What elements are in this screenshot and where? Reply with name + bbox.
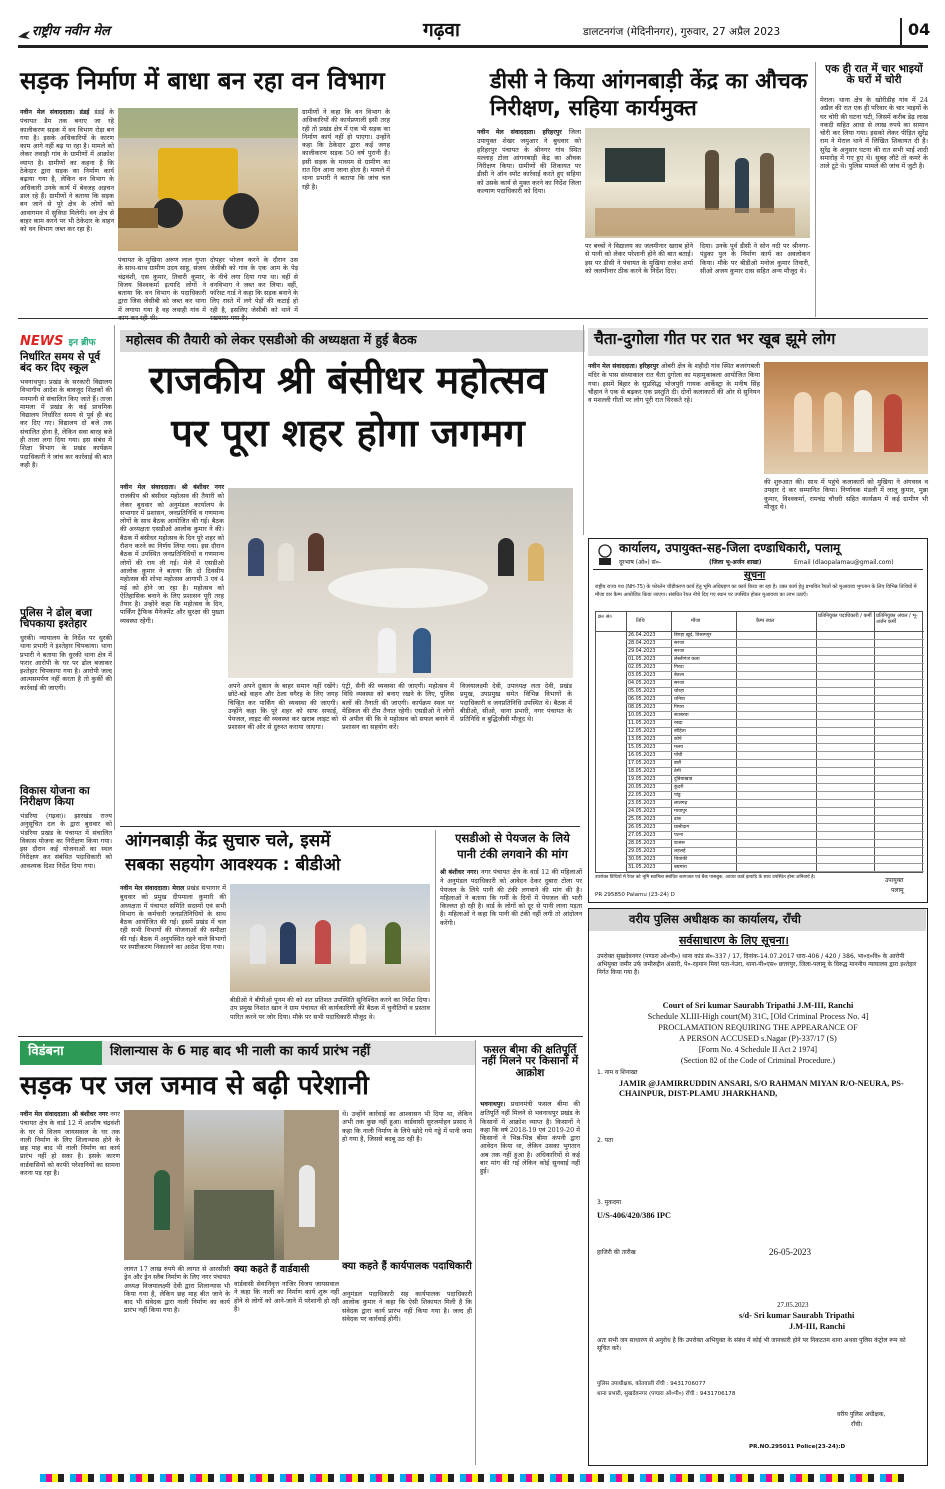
camp-mauja: घासीदाग xyxy=(674,825,690,830)
sdo-headline-1: राजकीय श्री बंसीधर महोत्सव xyxy=(149,358,547,402)
camp-date: 23.05.2023 xyxy=(628,801,656,806)
sdo-col2: अपने अपने दुकान के बाहर समान नहीं रखेंगे। छोटे-बड़े वाहन और ठेला वगैरह के लिए जगह चिन्हित कर पार्किंग की व्यवस्था की जाएगी। उन्होंने कहा कि पूरे शहर को साफ सफाई, पेयजल, लाइट की व्यवस्था कर खराब लाइट को प्रशासन की ओर से दुरुस्त कराया जाएगा। xyxy=(228,682,338,732)
vidambana-bar: विडंबना शिलान्यास के 6 माह बाद भी नाली का कार्य प्रारंभ नहीं xyxy=(20,1041,475,1065)
chaita-body-2: की शुरुआत की। साथ में पहुंचे कलाकारों को मुखिया ने अंगवस्त्र व उपहार दे कर सम्मानित किया। निर्णायक मंडली में लालू कुमार, मुन्ना कुमार, विश्वकर्मा, रामचंद्र चौधरी सहित कार्यक्रम में कई ग्रामीण भी मौजूद थे। xyxy=(764,478,928,511)
s2-col1: नवीन मेल संवाददाता। हरिहरपुर जिला उपायुक्त शेखर जमुआर ने बुधवार को हरिहरपुर पंचायत के श्रीनगर गांव स्थित मल्लाह टोला आंगनबाड़ी केंद्र का औचक निरीक्षण किया। ग्रामीणों की शिकायत पर डीसी ने ऑन स्पॉट कार्रवाई करते हुए सहिया को उसके कार्य से मुक्त करने का निर्देश जिला कल्याण पदाधिकारी को दिया। xyxy=(477,128,581,196)
drain-col4: अनुमंडल पदाधिकारी सह कार्यपालक पदाधिकारी आलोक कुमार ने कहा कि ऐसी शिकायत मिली है कि संवेदक द्वारा कार्य प्रारंभ नहीं किया गया है। जल्द ही संवेदक पर कार्रवाई होगी। xyxy=(342,1290,472,1323)
drain-col5: वार्डवासी सेवानिवृत्त नाजिर विजय जायसवाल ने कहा कि नाली का निर्माण कार्य शुरू नहीं होने से लोगों को आने-जाने में परेशानी हो रही है। xyxy=(234,1280,339,1313)
brief-label: NEWS इन ब्रीफ xyxy=(20,334,96,349)
masthead xyxy=(18,18,931,48)
s1-col2: पंचायत के मुखिया अरुण लाल गुप्ता के साथ-साथ ग्रामीण उदय साहु, संजय चंद्रवंशी, एस कुमार, तिवारी कुमार, विजय विश्वकर्मा इत्यादि लोगों ने बताया कि वन विभाग के पदाधिकारी द्वारा जिस जेसीबी को जब्त कर थाना में लगाया गया है वह लवाही गांव में xyxy=(118,256,206,314)
camp-date: 22.05.2023 xyxy=(628,793,656,798)
s1-headline: सड़क निर्माण में बाधा बन रहा वन विभाग xyxy=(20,66,385,95)
camp-table-row xyxy=(626,776,924,784)
page-number-label: 04 xyxy=(908,20,931,39)
color-registration-strip xyxy=(40,1474,905,1482)
camp-date: 30.05.2023 xyxy=(628,857,656,862)
camp-table-row xyxy=(626,672,924,680)
camp-mauja: लालगढ़ xyxy=(674,801,688,806)
camp-date: 19.05.2023 xyxy=(628,777,656,782)
camp-mauja: ढाब xyxy=(674,817,681,822)
camp-mauja: पोंची xyxy=(674,753,683,758)
drain-col2: लागत 17 लाख रुपये की लागत से आरसीसी ड्रेन और ड्रेन स्लैब निर्माण के लिए नगर पंचायत अध्यक्ष विजयालक्ष्मी देवी द्वारा शिलान्यास भी किया गया है, लेकिन छह माह बीत जाने के बाद भी संवेदक द्वारा नाली निर्माण का कार्य प्रारंभ नहीं किया गया है। xyxy=(124,1265,230,1315)
camp-mauja: कोपे xyxy=(674,737,682,742)
camp-mauja: सरजा xyxy=(674,649,685,654)
camp-date: 25.05.2023 xyxy=(628,817,656,822)
anganbadi-col2: बीडीओ ने बीपीओ पूनम की को शत प्रतिशत उपस्थिति सुनिश्चित करने का निर्देश दिया। उप प्रमुख निशांत खान ने ग्राम पंचायत की कार्यकारिणी की बैठक में चुनौतियों व प्रस्ताव पारित करने पर जोर दिया। मौके पर सभी पदाधिकारी मौजूद थे। xyxy=(230,996,430,1021)
camp-table-row xyxy=(626,824,924,832)
page-number xyxy=(900,18,902,45)
s2-headline: डीसी ने किया आंगनबाड़ी केंद्र का औचक निरीक्षण, सहिया कार्यमुक्त xyxy=(490,69,808,121)
camp-table-row xyxy=(626,752,924,760)
camp-date: 16.05.2023 xyxy=(628,753,656,758)
camp-table-row xyxy=(626,784,924,792)
brief-headline-1: निर्धारित समय से पूर्व बंद कर दिए स्कूल xyxy=(20,351,101,375)
camp-table-row xyxy=(626,696,924,704)
camp-table-row xyxy=(626,856,924,864)
camp-mauja: मायापुर xyxy=(674,809,687,814)
camp-date: 10.05.2023 xyxy=(628,713,656,718)
emblem-icon xyxy=(595,543,615,567)
camp-date: 20.05.2023 xyxy=(628,785,656,790)
camp-table-row xyxy=(626,656,924,664)
camp-mauja: ठेमी xyxy=(674,769,681,774)
camp-mauja: बेतला xyxy=(674,673,684,678)
camp-date: 15.05.2023 xyxy=(628,745,656,750)
ssp-notice: वरीय पुलिस अधीक्षक का कार्यालय, राँची सर्वसाधारण के लिए सूचना। उपरोक्त सुखदेवनगर (पण्डरा ओ०पी०) थाना कांड सं०-337 / 17, दिनांक-14.07.2017 धारा-406 / 420 / 386, भा०द०वि० के आरोपी अभियुक्त जमीर उर्फ जमीरुद्दीन अंसारी, पे०-रहमान मियां पता-नेउरा, थाना-पी०एस० छत्तरपुर, जिला-पलामू के विरुद्ध माननीय न्यायालय द्वारा इश्तेहार निर्गत किया गया है। Court of Sri kumar Saurabh Tripathi J.M-III, Ranchi Schedule XLIII-High court(M) 31C, [Old Criminal Process No. 4] PROCLAMATION REQUIRING THE APPEARANCE OF A PERSON ACCUSED s.Nagar (P)-337/17 (S) [Form No. 4 Schedule II Act 2 1974] (Section 82 of the Code of Criminal Procedure.) 1. नाम व शिनाख्त JAMIR @JAMIRRUDDIN ANSARI, S/O RAHMAN MIYAN R/O-NEURA, PS-CHAINPUR, DIST-PLAMU JHARKHAND, 2. पता 3. मुकदमा U/S-406/420/386 IPC हाजिरी की तारीख 26-05-2023 27.05.2023 s/d- Sri kumar Saurabh Tripathi J.M-III, Ranchi अतः सभी जन साधारण से अनुरोध है कि उपरोक्त अभियुक्त के संबंध में कोई भी जानकारी होने पर निकटतम थाना अथवा पुलिस कंट्रोल रूम को सूचित करें। पुलिस उपाधीक्षक, कोतवाली राँची : 9431706077 थाना प्रभारी, सुखदेवनगर (पण्डरा ओ०पी०) राँची : 9431706178 वरीय पुलिस अधीक्षक, राँची। PR.NO.295011 Police(23-24):D xyxy=(588,908,928,1466)
camp-mauja: मलय xyxy=(674,745,683,750)
camp-date: 04.05.2023 xyxy=(628,681,656,686)
camp-mauja: सरजा xyxy=(674,681,685,686)
chaita-head-bar: चैता-दुगोला गीत पर रात भर खूब झूमे लोग xyxy=(588,328,928,356)
anganbadi-head-1: आंगनबाड़ी केंद्र सुचारु चले, इसमें xyxy=(125,831,331,851)
camp-table-row xyxy=(626,864,924,872)
camp-mauja: लेस्लीगंज कला xyxy=(674,657,700,662)
chaita-photo xyxy=(764,362,928,474)
s1-col4: ग्रामीणों ने कहा कि वन विभाग के अधिकारियों की कार्यप्रणाली इसी तरह रही तो प्रखंड क्षेत्र में एक भी सड़क का निर्माण कार्य नहीं हो पाएगा। उन्होंने कहा कि ठेकेदार द्वारा कई जगह कालीकरण सड़क 50 वर्ष पुरानी है। इसी सड़क के माध्यम से ग्रामीण का रात दिन आना जाना होता है। मामले में थाना प्रभारी ने बताया कि जांच चल रही है। xyxy=(302,108,390,191)
camp-table-row xyxy=(626,664,924,672)
s3-body: मेराल। थाना क्षेत्र के खोरीडीह गांव में 24 अप्रैल की रात एक ही परिवार के चार भाइयों के घर चोरी की घटना घटी, जिसमें करीब डेढ़ लाख नकदी सहित आधा से लाख रुपये का सामान चोरी कर लिया गया। इसको लेकर पीड़ित सुरेंद्र राम ने मेराल थाने में लिखित शिकायत दी है। सुरेंद्र के अनुसार घटना की रात सभी भाई शादी समारोह में गए हुए थे। सुबह लौटे तो कमरे के ताले टूटे थे। पुलिस मामले की जांच में जुटी है। xyxy=(820,96,928,171)
chaita-body-1: नवीन मेल संवाददाता। हरिहरपुर ओबरी क्षेत्र के शहीदी गांव स्थित बजरंगबली मंदिर के पास संध्याकाल रात चैता दुगोला का महामुकाबला आयोजित किया गया। इसमें बिहार के सुप्रसिद्ध भोजपुरी गायक आर्केस्ट्रा के मनीष सिंह चौहान ने एक से बढ़कर एक प्रस्तुति दी। दोनों कलाकारों की ओर से सुनियन व मशल्ली गीतों पर लोग पूरी रात थिरकते रहे। xyxy=(588,362,760,405)
camp-table-row xyxy=(626,816,924,824)
camp-table-row xyxy=(626,648,924,656)
camp-mauja: बघमारा xyxy=(674,865,687,870)
camp-table-row xyxy=(626,744,924,752)
drain-col3: थे। उन्होंने कार्रवाई का आश्वासन भी दिया था, लेकिन अभी तक कुछ नहीं हुआ। वार्डवासी सुरजमोहन प्रसाद ने कहा कि नाली निर्माण के लिये खोदे गये गड्ढे में पानी जमा हो गया है, जिससे बदबू उठ रही है। xyxy=(342,1110,472,1143)
camp-table-row xyxy=(626,840,924,848)
water-body: श्री बंशीधर नगर। नगर पंचायत क्षेत्र के वार्ड 12 की महिलाओं ने अनुमंडल पदाधिकारी को आवेदन देकर दुबारा टोला पर पेयजल के लिये पानी की टंकी लगवाने की मांग की है। महिलाओं ने बताया कि गर्मी के दिनों में पेयजल की भारी किल्लत हो रही है। वार्ड के लोगों को दूर से पानी लाना पड़ता है। महिलाओं ने कहा कि पानी की टंकी नहीं लगी तो आंदोलन करेंगी। xyxy=(440,868,582,927)
drain-photo xyxy=(124,1110,339,1260)
camp-mauja: पिपरा xyxy=(674,705,684,710)
bdo-meeting-photo xyxy=(230,884,430,992)
camp-date: 13.05.2023 xyxy=(628,737,656,742)
bird-logo-icon xyxy=(18,26,30,36)
s3-headline: एक ही रात में चार भाइयों के घरों में चोरी xyxy=(825,63,923,87)
camp-mauja: बोहिता xyxy=(674,729,686,734)
camp-table-row xyxy=(626,760,924,768)
brief-headline-2: पुलिस ने ढोल बजा चिपकाया इश्तेहार xyxy=(20,607,92,631)
brief-body-3: भंडरिया (गढ़वा)। झारखंड राज्य अनुसूचित दल के द्वारा बुधवार को भंडरिया प्रखंड के पंचायत में संचालित विकास योजना का निरीक्षण किया गया। इस दौरान कई योजनाओं का स्थल निरीक्षण कर संबंधित पदाधिकारी को आवश्यक दिशा निर्देश दिया गया। xyxy=(20,812,112,870)
camp-mauja: चोरहा xyxy=(674,689,685,694)
sdo-col1: नवीन मेल संवाददाता। श्री बंशीधर नगर राजकीय श्री बंसीधर महोत्सव की तैयारी को लेकर बुधवार को अनुमंडल कार्यालय के सभागार में प्रशासन, जनप्रतिनिधि व गणमान्य लोगों के साथ बैठक आयोजित की गई। बैठक की अध्यक्षता एसडीओ आलोक कुमार ने की। बैठक में बंसीधर महोत्सव के दिन पूरे शहर को रौशन करने का निर्णय लिया गया। इस दौरान बैठक में उपस्थित जनप्रतिनिधियों व गणमान्य लोगों की राय ली गई। मेले में एसडीओ आलोक कुमार ने बताया कि दो दिवसीय महोत्सव की शोभा महोत्सव आगामी 3 एवं 4 मई को होने जा रहा है। महोत्सव को ऐतिहासिक बनाने के लिए प्रशासन पूरी तरह तैयार है। उन्होंने कहा कि महोत्सव के दिन, पार्किंग ट्रैफिक मैनेजमेंट और सुरक्षा की पुख्ता व्यवस्था रहेगी। xyxy=(120,484,224,625)
camp-mauja: गिरदा xyxy=(674,665,684,670)
camp-date: 01.05.2023 xyxy=(628,657,656,662)
dateline: डालटनगंज (मेदिनीनगर), गुरुवार, 27 अप्रैल 2023 xyxy=(583,26,781,38)
jcb-photo xyxy=(118,108,298,251)
s1-col3: दोपहर भोजन करने के दौरान उस जेसीबी को गांव के एक आम के पेड़ के नीचे लगा दिया गया था। वहीं से वनविभाग ने जब्त कर लिया। वहीं, फॉरेस्ट गार्ड ने कहा कि सड़क बनाने के लिए रास्ते में लगे पेड़ों की कटाई हो रही है, इसलिए जेसीबी को थाने में xyxy=(210,256,298,314)
camp-date: 26.05.2023 xyxy=(628,825,656,830)
camp-mauja: कुंदरी xyxy=(674,785,684,790)
brief-body-2: धुरकी। न्यायालय के निर्देश पर धुरकी थाना प्रभारी ने इश्तेहार चिपकाया। थाना प्रभारी ने बताया कि धुरकी थाना क्षेत्र में फरार आरोपी के घर पर ढोल बजाकर इश्तेहार चिपकाया गया है। आरोपी जल्द आत्मसमर्पण नहीं करता है तो कुर्की की कार्रवाई की जाएगी। xyxy=(20,634,112,692)
camp-mauja: सरजा xyxy=(674,641,685,646)
brief-headline-3: विकास योजना का निरीक्षण किया xyxy=(20,785,90,809)
camp-date: 03.05.2023 xyxy=(628,673,656,678)
camp-date: 28.04.2023 xyxy=(628,641,656,646)
camp-table-row xyxy=(626,720,924,728)
camp-date: 29.04.2023 xyxy=(628,649,656,654)
drain-sub-1: क्या कहते हैं कार्यपालक पदाधिकारी xyxy=(342,1261,472,1272)
camp-table-row xyxy=(626,728,924,736)
sdo-col4: विजयालक्ष्मी देवी, उपाध्यक्ष लता देवी, प्रखंड प्रमुख, उपप्रमुख समेत विभिन्न विभागों के पदाधिकारी व जनप्रतिनिधि उपस्थित थे। बैठक में बीडीओ, सीओ, थाना प्रभारी, नगर पंचायत के प्रतिनिधि व बुद्धिजीवी मौजूद थे। xyxy=(460,682,572,724)
camp-table-row xyxy=(626,792,924,800)
camp-date: 24.05.2023 xyxy=(628,809,656,814)
camp-table-row xyxy=(626,768,924,776)
camp-table-row xyxy=(626,632,924,640)
camp-table-row xyxy=(626,704,924,712)
brief-body-1: भवनाथपुर। प्रखंड के सरकारी विद्यालय विभागीय आदेश के बावजूद शिक्षकों की मनमानी से संचालित किए जाते हैं। ताजा मामला में प्रखंड के कई प्राथमिक विद्यालय निर्धारित समय से पूर्व ही बंद कर दिए गए। विद्यालय दो बजे तक संचालित होना है, लेकिन सवा बारह बजे ही ताला लगा दिया गया। इस संबंध में शिक्षा विभाग के प्रखंड कार्यक्रम पदाधिकारी ने जांच कर कार्रवाई की बात कही है। xyxy=(20,378,112,469)
camp-table-row xyxy=(626,712,924,720)
camp-date: 11.05.2023 xyxy=(628,721,656,726)
camp-mauja: रबदा xyxy=(674,721,683,726)
camp-date: 29.05.2023 xyxy=(628,849,656,854)
camp-date: 31.05.2023 xyxy=(628,865,656,870)
camp-date: 18.05.2023 xyxy=(628,769,656,774)
camp-date: 17.05.2023 xyxy=(628,761,656,766)
camp-date: 27.05.2023 xyxy=(628,833,656,838)
camp-date: 02.05.2023 xyxy=(628,665,656,670)
camp-table-row xyxy=(626,640,924,648)
sdo-headline-2: पर पूरा शहर होगा जगमग xyxy=(171,411,525,455)
camp-table-row xyxy=(626,832,924,840)
camp-table-row xyxy=(626,680,924,688)
camp-mauja: बारी xyxy=(674,761,682,766)
sdo-col3: एंट्री, सैनी की व्यवस्था की जाएगी। महोत्सव में विधि व्यवस्था को बनाए रखने के लिए, पुलिस बलों की तैनाती की जाएगी। कार्यक्रम स्थल पर मेडिकल की टीम तैनात रहेगी। एसडीओ ने लोगों से अपील की कि वे महोत्सव को सफल बनाने में प्रशासन का सहयोग करें। xyxy=(342,682,454,732)
s2-col3: दिया। उनके पूर्व डीसी ने सोन नदी पर श्रीनगर-पंडुका पुल के निर्माण कार्य का अवलोकन किया। मौके पर बीडीओ मनोज कुमार तिवारी, सीओ अजय कुमार दास सहित अन्य मौजूद थे। xyxy=(700,242,810,275)
camp-date: 26.04.2023 xyxy=(628,633,656,638)
camp-mauja: डिगहा खुर्द, विश्रामपुर xyxy=(674,633,712,638)
drain-col1: नवीन मेल संवाददाता। श्री बंशीधर नगर नगर पंचायत क्षेत्र के वार्ड 12 में आशीष चंद्रवंशी के घर से विजय जायसवाल के घर तक नाली निर्माण के लिए शिलान्यास होने के छह माह बाद भी नाली निर्माण का कार्य प्रारंभ नहीं हो सका है। इसके कारण वार्डवासियों को काफी परेशानियों का सामना करना पड़ रहा है। xyxy=(20,1110,120,1178)
camp-mauja: कजरू xyxy=(674,841,685,846)
camp-table-row xyxy=(626,848,924,856)
sdo-kicker-bar: महोत्सव की तैयारी को लेकर एसडीओ की अध्यक्षता में हुई बैठक xyxy=(120,330,585,352)
camp-table-row xyxy=(626,736,924,744)
camp-mauja: चियांकी xyxy=(674,857,688,862)
camp-date: 06.05.2023 xyxy=(628,697,656,702)
section-name: गढ़वा xyxy=(423,19,460,41)
camp-table-row xyxy=(626,800,924,808)
drain-sub-2: क्या कहते हैं वार्डवासी xyxy=(234,1264,310,1275)
s1-col1: नवीन मेल संवाददाता। डंडई डंडई के पंचायत डैम तक बनाए जा रहे कालीकरण सड़क में वन विभाग रोड़ा बन गया है। इसके अधिकारियों के कारण काम आगे नहीं बढ़ पा रहा है। मामले को लेकर लवाही गांव के ग्रामीणों में आक्रोश व्याप्त है। ग्रामीणों का कहना है कि ठेकेदार द्वारा सड़क का निर्माण कार्य बढ़ाया गया है, लेकिन वन विभाग के अधिकारी उनके कार्य में बेवजह अड़चन डाल रहे हैं। ग्रामीणों ने बताया कि सड़क बन जाने से पूरे क्षेत्र के लोगों को आवागमन में सुविधा मिलेगी। वन क्षेत्र से बाहर काम करने पर भी ठेकेदार के वाहन को वन विभाग जब्त कर रहा है। xyxy=(20,108,114,234)
s2-col2: पर बच्चों ने विद्यालय का जलमीनार खराब होने से पानी को लेकर परेशानी होने की बात बताई। इस पर डीसी ने पंचायत के मुखिया राजेश शर्मा को जलमीनार ठीक करने के निर्देश दिए। xyxy=(585,242,693,275)
anganbadi-col1: नवीन मेल संवाददाता। मेराल प्रखंड सभागार में बुधवार को प्रमुख दीपमाला कुमारी की अध्यक्षता में पंचायत समिति सदस्यों एवं सभी विभाग के कर्मचारी जनप्रतिनिधियों के साथ बैठक आयोजित की गई। इसमें प्रखंड में चल रही सभी विभागों की योजनाओं की समीक्षा की गई। बैठक में अनुपस्थित रहने वाले विभागों पर स्पष्टीकरण निकालने का आदेश दिया गया। xyxy=(120,884,226,952)
water-head-1: एसडीओ से पेयजल के लिये xyxy=(455,831,570,845)
drain-headline: सड़क पर जल जमाव से बढ़ी परेशानी xyxy=(20,1071,369,1101)
camp-mauja: पांडु xyxy=(674,793,681,798)
paper-name: राष्ट्रीय नवीन मेल xyxy=(32,24,110,39)
dc-notice: कार्यालय, उपायुक्त-सह-जिला दण्डाधिकारी, पलामू दूरभाष (ओ०) सं०- (जिला भू-अर्जन शाखा) Email (dlaopalamau@gmail.com) सूचना राष्ट्रीय राज्य पथ (NH-75) के फोरलेन चौड़ीकरण कार्य हेतु भूमि अधिग्रहण का कार्य किया जा रहा है। उक्त कार्य हेतु प्रभावित रैयतों को मुआवजा भुगतान के लिए विभिन्न तिथियों में मौजा वार कैम्प आयोजित किया जाएगा। संबंधित रैयत नीचे दिए गए स्थान पर उपस्थित होकर मुआवजा का लाभ उठाएँ। क्र० सं० तिथि मौजा कैम्प स्थल प्रतिनियुक्त पदाधिकारी / कर्मी प्रतिनियुक्त अंचल / भू-अर्जन कर्मी 26.04.2023 डिगहा खुर्द, विश्रामपुर 28.04.2023 सरजा 29.04.2023 सरजा 01.05.2023 लेस्लीगंज कला 02.05.2023 गिरदा 03.05.2023 बेतला 04.05.2023 सरजा 05.05.2023 चोरहा 06.05.2023 धनिया 08.05.2023 पिपरा 10.05.2023 सतबरवा 11.05.2023 रबदा 12.05.2023 बोहिता 13.05.2023 कोपे 15.05.2023 मलय 16.05.2023 पोंची 17.05.2023 बारी 18.05.2023 ठेमी 19.05.2023 दुबियाखाड़ 20.05.2023 कुंदरी 22.05.2023 पांडु 23.05.2023 लालगढ़ 24.05.2023 मायापुर 25.05.2023 ढाब 26.05.2023 घासीदाग 27.05.2023 पटना 28.05.2023 कजरू 29.05.2023 लहलहे 30.05.2023 चियांकी 31.05.2023 बघमारा उपरोक्त तिथियों में रैयत को भूमि स्वामित्व संबंधित कागजात एवं बैंक पासबुक, आधार कार्ड इत्यादि के साथ उपस्थित होना अनिवार्य है। PR 295850 Palamu (23-24) D उपायुक्त पलामू xyxy=(588,538,928,903)
anganbadi-head-2: सबका सहयोग आवश्यक : बीडीओ xyxy=(125,855,341,875)
water-head-2: पानी टंकी लगवाने की मांग xyxy=(457,847,568,861)
camp-mauja: पटना xyxy=(674,833,684,838)
meeting-photo xyxy=(228,488,573,678)
camp-mauja: धनिया xyxy=(674,697,685,702)
camp-date: 28.05.2023 xyxy=(628,841,656,846)
camp-mauja: सतबरवा xyxy=(674,713,689,718)
camp-date: 08.05.2023 xyxy=(628,705,656,710)
fasal-headline: फसल बीमा की क्षतिपूर्ति नहीं मिलने पर किसानों में आक्रोश xyxy=(481,1044,579,1079)
camp-date: 12.05.2023 xyxy=(628,729,656,734)
camp-date: 05.05.2023 xyxy=(628,689,656,694)
camp-table: क्र० सं० तिथि मौजा कैम्प स्थल प्रतिनियुक्त पदाधिकारी / कर्मी प्रतिनियुक्त अंचल / भू-अर्जन कर्मी 26.04.2023 डिगहा खुर्द, विश्रामपुर 28.04.2023 सरजा 29.04.2023 सरजा 01.05.2023 लेस्लीगंज कला 02.05.2023 गिरदा 03.05.2023 बेतला 04.05.2023 सरजा 05.05.2023 चोरहा 06.05.2023 धनिया 08.05.2023 पिपरा 10.05.2023 सतबरवा 11.05.2023 रबदा 12.05.2023 बोहिता 13.05.2023 कोपे 15.05.2023 मलय 16.05.2023 पोंची 17.05.2023 बारी 18.05.2023 ठेमी 19.05.2023 दुबियाखाड़ 20.05.2023 कुंदरी 22.05.2023 पांडु 23.05.2023 लालगढ़ 24.05.2023 मायापुर 25.05.2023 ढाब 26.05.2023 घासीदाग 27.05.2023 पटना 28.05.2023 कजरू 29.05.2023 लहलहे 30.05.2023 चियांकी 31.05.2023 बघमारा xyxy=(595,611,923,873)
camp-table-row xyxy=(626,688,924,696)
camp-mauja: लहलहे xyxy=(674,849,686,854)
camp-table-row xyxy=(626,808,924,816)
dc-classroom-photo xyxy=(585,128,810,238)
fasal-body: भवनाथपुर। प्रधानमंत्री फसल बीमा की क्षतिपूर्ति नहीं मिलने से भवनाथपुर प्रखंड के किसानों में आक्रोश व्याप्त है। किसानों ने कहा कि वर्ष 2018-19 एवं 2019-20 में किसानों ने भिन्न-भिन्न बीमा कंपनी द्वारा आवेदन किया था, लेकिन उसका भुगतान अब तक नहीं हुआ है। अधिकारियों से कई बार मांग की गई लेकिन कोई सुनवाई नहीं हुई। xyxy=(480,1100,580,1176)
camp-mauja: दुबियाखाड़ xyxy=(674,777,693,782)
